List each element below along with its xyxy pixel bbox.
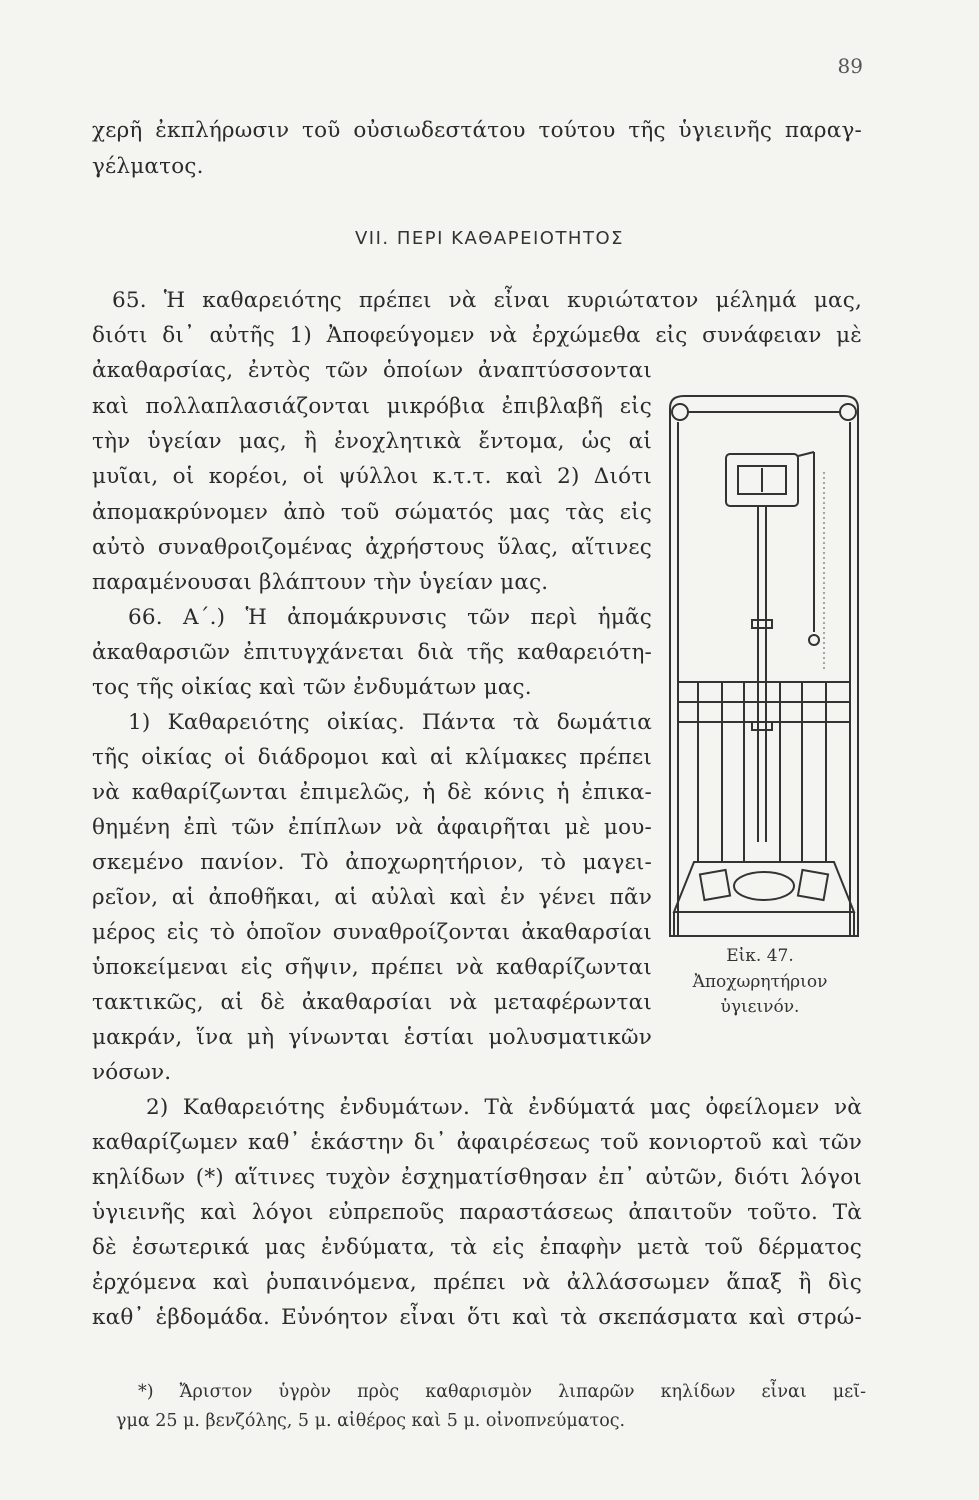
figure-number: Εἰκ. 47.	[726, 946, 794, 966]
paragraph-line: ὑγιεινῆς καὶ λόγοι εὐπρεποῦς παραστάσεως ἀπαιτοῦν τοῦτο. Τὰ	[92, 1200, 862, 1225]
figure-caption-line-2: ὑγιεινόν.	[720, 997, 800, 1017]
column-line: ὑποκείμεναι εἰς σῆψιν, πρέπει νὰ καθαρίζωνται	[92, 955, 652, 980]
column-line: νόσων.	[92, 1060, 172, 1085]
column-line: ρεῖον, αἱ ἀποθῆκαι, αἱ αὐλαὶ καὶ ἐν γένει πᾶν	[92, 885, 652, 910]
paragraph-line: 65. Ἡ καθαρειότης πρέπει νὰ εἶναι κυριώτατον μέλημά μας,	[112, 288, 862, 313]
figure-caption-line-1: Ἀποχωρητήριον	[692, 972, 828, 992]
column-line: μακράν, ἵνα μὴ γίνωνται ἑστίαι μολυσματικῶν	[92, 1025, 652, 1050]
paragraph-line: ἀκαθαρσίας, ἐντὸς τῶν ὁποίων ἀναπτύσσονται	[92, 358, 652, 383]
column-line: θημένη ἐπὶ τῶν ἐπίπλων νὰ ἀφαιρῆται μὲ μου-	[92, 815, 652, 840]
section-heading: VII. ΠΕΡΙ ΚΑΘΑΡΕΙΟΤΗΤΟΣ	[354, 228, 625, 249]
footnote-line-1: *) Ἄριστον ὑγρὸν πρὸς καθαρισμὸν λιπαρῶν κηλίδων εἶναι μεῖ-	[138, 1382, 866, 1402]
page-number: 89	[837, 54, 863, 78]
column-line: νὰ καθαρίζωνται ἐπιμελῶς, ἡ δὲ κόνις ἡ ἐπικα-	[92, 780, 652, 805]
paragraph-line: κηλίδων (*) αἵτινες τυχὸν ἐσχηματίσθησαν ἐπ᾿ αὐτῶν, διότι λόγοι	[92, 1165, 862, 1190]
column-line: μυῖαι, οἱ κορέοι, οἱ ψύλλοι κ.τ.τ. καὶ 2) Διότι	[92, 464, 652, 489]
column-line: ἀκαθαρσιῶν ἐπιτυγχάνεται διὰ τῆς καθαρειότη-	[92, 640, 652, 665]
column-line: παραμένουσαι βλάπτουν τὴν ὑγείαν μας.	[92, 570, 549, 595]
column-line: τακτικῶς, αἱ δὲ ἀκαθαρσίαι νὰ μεταφέρωνται	[92, 990, 652, 1015]
column-line: αὐτὸ συναθροιζομένας ἀχρήστους ὕλας, αἵτινες	[92, 535, 652, 560]
column-line: τος τῆς οἰκίας καὶ τῶν ἐνδυμάτων μας.	[92, 675, 532, 700]
paragraph-line: διότι δι᾿ αὐτῆς 1) Ἀποφεύγομεν νὰ ἐρχώμεθα εἰς συνάφειαν μὲ	[92, 323, 862, 348]
column-line: 1) Καθαρειότης οἰκίας. Πάντα τὰ δωμάτια	[128, 710, 652, 735]
paragraph-line: ἐρχόμενα καὶ ῥυπαινόμενα, πρέπει νὰ ἀλλάσσωμεν ἅπαξ ἢ δὶς	[92, 1270, 862, 1295]
footnote-line-2: γμα 25 μ. βενζόλης, 5 μ. αἰθέρος καὶ 5 μ. οἰνοπνεύματος.	[116, 1411, 626, 1431]
paragraph-line: καθαρίζωμεν καθ᾿ ἑκάστην δι᾿ ἀφαιρέσεως τοῦ κονιορτοῦ καὶ τῶν	[92, 1130, 862, 1155]
column-line: ἀπομακρύνομεν ἀπὸ τοῦ σώματός μας τὰς εἰς	[92, 500, 652, 525]
paragraph-line: 2) Καθαρειότης ἐνδυμάτων. Τὰ ἐνδύματά μας ὀφείλομεν νὰ	[146, 1095, 862, 1120]
column-line: καὶ πολλαπλασιάζονται μικρόβια ἐπιβλαβῆ εἰς	[92, 394, 652, 419]
column-line: τὴν ὑγείαν μας, ἢ ἐνοχλητικὰ ἔντομα, ὡς αἱ	[92, 429, 652, 454]
paragraph-line: καθ᾿ ἑβδομάδα. Εὐνόητον εἶναι ὅτι καὶ τὰ σκεπάσματα καὶ στρώ-	[92, 1305, 862, 1330]
intro-line-2: γέλματος.	[92, 154, 204, 179]
toilet-illustration	[664, 392, 864, 940]
paragraph-line: δὲ ἐσωτερικά μας ἐνδύματα, τὰ εἰς ἐπαφὴν μετὰ τοῦ δέρματος	[92, 1235, 862, 1260]
intro-line-1: χερῆ ἐκπλήρωσιν τοῦ οὐσιωδεστάτου τούτου τῆς ὑγιεινῆς παραγ-	[92, 118, 862, 143]
column-line: τῆς οἰκίας οἱ διάδρομοι καὶ αἱ κλίμακες πρέπει	[92, 745, 652, 770]
column-line: 66. Α΄.) Ἡ ἀπομάκρυνσις τῶν περὶ ἡμᾶς	[128, 605, 652, 630]
column-line: μέρος εἰς τὸ ὁποῖον συναθροίζονται ἀκαθαρσίαι	[92, 920, 652, 945]
column-line: σκεμένο πανίον. Τὸ ἀποχωρητήριον, τὸ μαγει-	[92, 850, 652, 875]
